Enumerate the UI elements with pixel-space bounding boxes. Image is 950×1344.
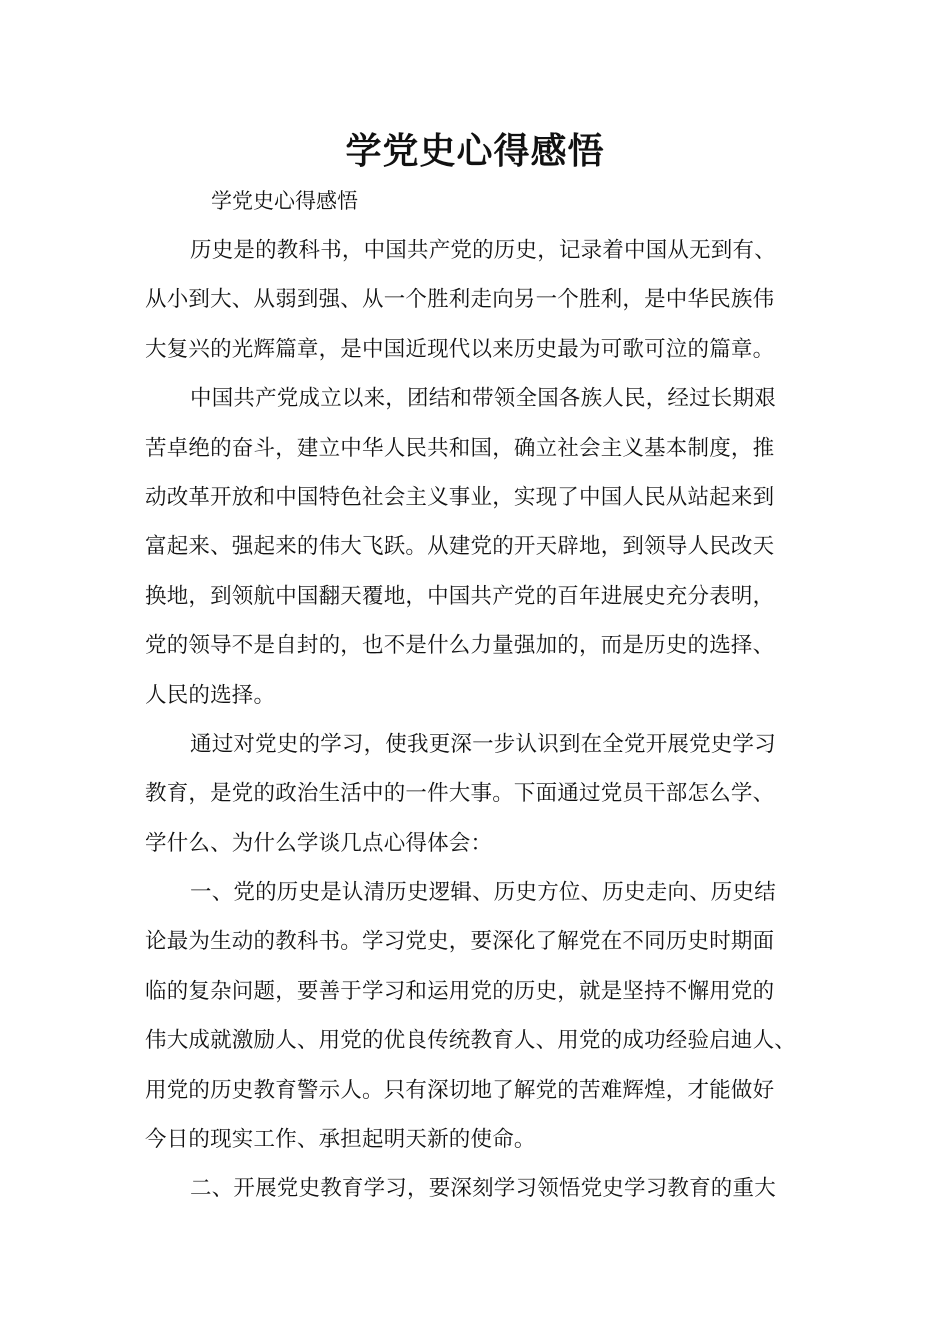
paragraph-4-line-1: 一、党的历史是认清历史逻辑、历史方位、历史走向、历史结 bbox=[190, 880, 776, 906]
paragraph-4-line-5: 用党的历史教育警示人。只有深切地了解党的苦难辉煌，才能做好 bbox=[145, 1077, 775, 1103]
paragraph-3-line-1: 通过对党史的学习，使我更深一步认识到在全党开展党史学习 bbox=[190, 731, 776, 757]
paragraph-4-line-6: 今日的现实工作、承担起明天新的使命。 bbox=[145, 1127, 536, 1153]
paragraph-2-line-6: 党的领导不是自封的，也不是什么力量强加的，而是历史的选择、 bbox=[145, 633, 775, 659]
paragraph-2-line-2: 苦卓绝的奋斗，建立中华人民共和国，确立社会主义基本制度，推 bbox=[145, 435, 775, 461]
paragraph-1-line-1: 历史是的教科书，中国共产党的历史，记录着中国从无到有、 bbox=[190, 238, 776, 263]
paragraph-2-line-3: 动改革开放和中国特色社会主义事业，实现了中国人民从站起来到 bbox=[145, 484, 775, 510]
paragraph-2-line-4: 富起来、强起来的伟大飞跃。从建党的开天辟地，到领导人民改天 bbox=[145, 534, 775, 560]
document-title: 学党史心得感悟 bbox=[345, 131, 605, 172]
paragraph-4-line-3: 临的复杂问题，要善于学习和运用党的历史，就是坚持不懈用党的 bbox=[145, 978, 775, 1004]
paragraph-1-line-3: 大复兴的光辉篇章，是中国近现代以来历史最为可歌可泣的篇章。 bbox=[145, 336, 775, 362]
paragraph-5-line-1: 二、开展党史教育学习，要深刻学习领悟党史学习教育的重大 bbox=[190, 1176, 776, 1202]
paragraph-3-line-2: 教育，是党的政治生活中的一件大事。下面通过党员干部怎么学、 bbox=[145, 781, 775, 807]
paragraph-2-line-7: 人民的选择。 bbox=[145, 682, 276, 708]
paragraph-4-line-4: 伟大成就激励人、用党的优良传统教育人、用党的成功经验启迪人、 bbox=[145, 1028, 797, 1054]
paragraph-1-line-2: 从小到大、从弱到强、从一个胜利走向另一个胜利，是中华民族伟 bbox=[145, 287, 775, 313]
paragraph-2-line-5: 换地，到领航中国翻天覆地，中国共产党的百年进展史充分表明， bbox=[145, 583, 775, 609]
paragraph-2-line-1: 中国共产党成立以来，团结和带领全国各族人民，经过长期艰 bbox=[190, 386, 776, 412]
document-subtitle: 学党史心得感悟 bbox=[211, 189, 358, 213]
paragraph-4-line-2: 论最为生动的教科书。学习党史，要深化了解党在不同历史时期面 bbox=[145, 929, 775, 955]
paragraph-3-line-3: 学什么、为什么学谈几点心得体会： bbox=[145, 830, 493, 856]
document-body bbox=[145, 234, 835, 1222]
